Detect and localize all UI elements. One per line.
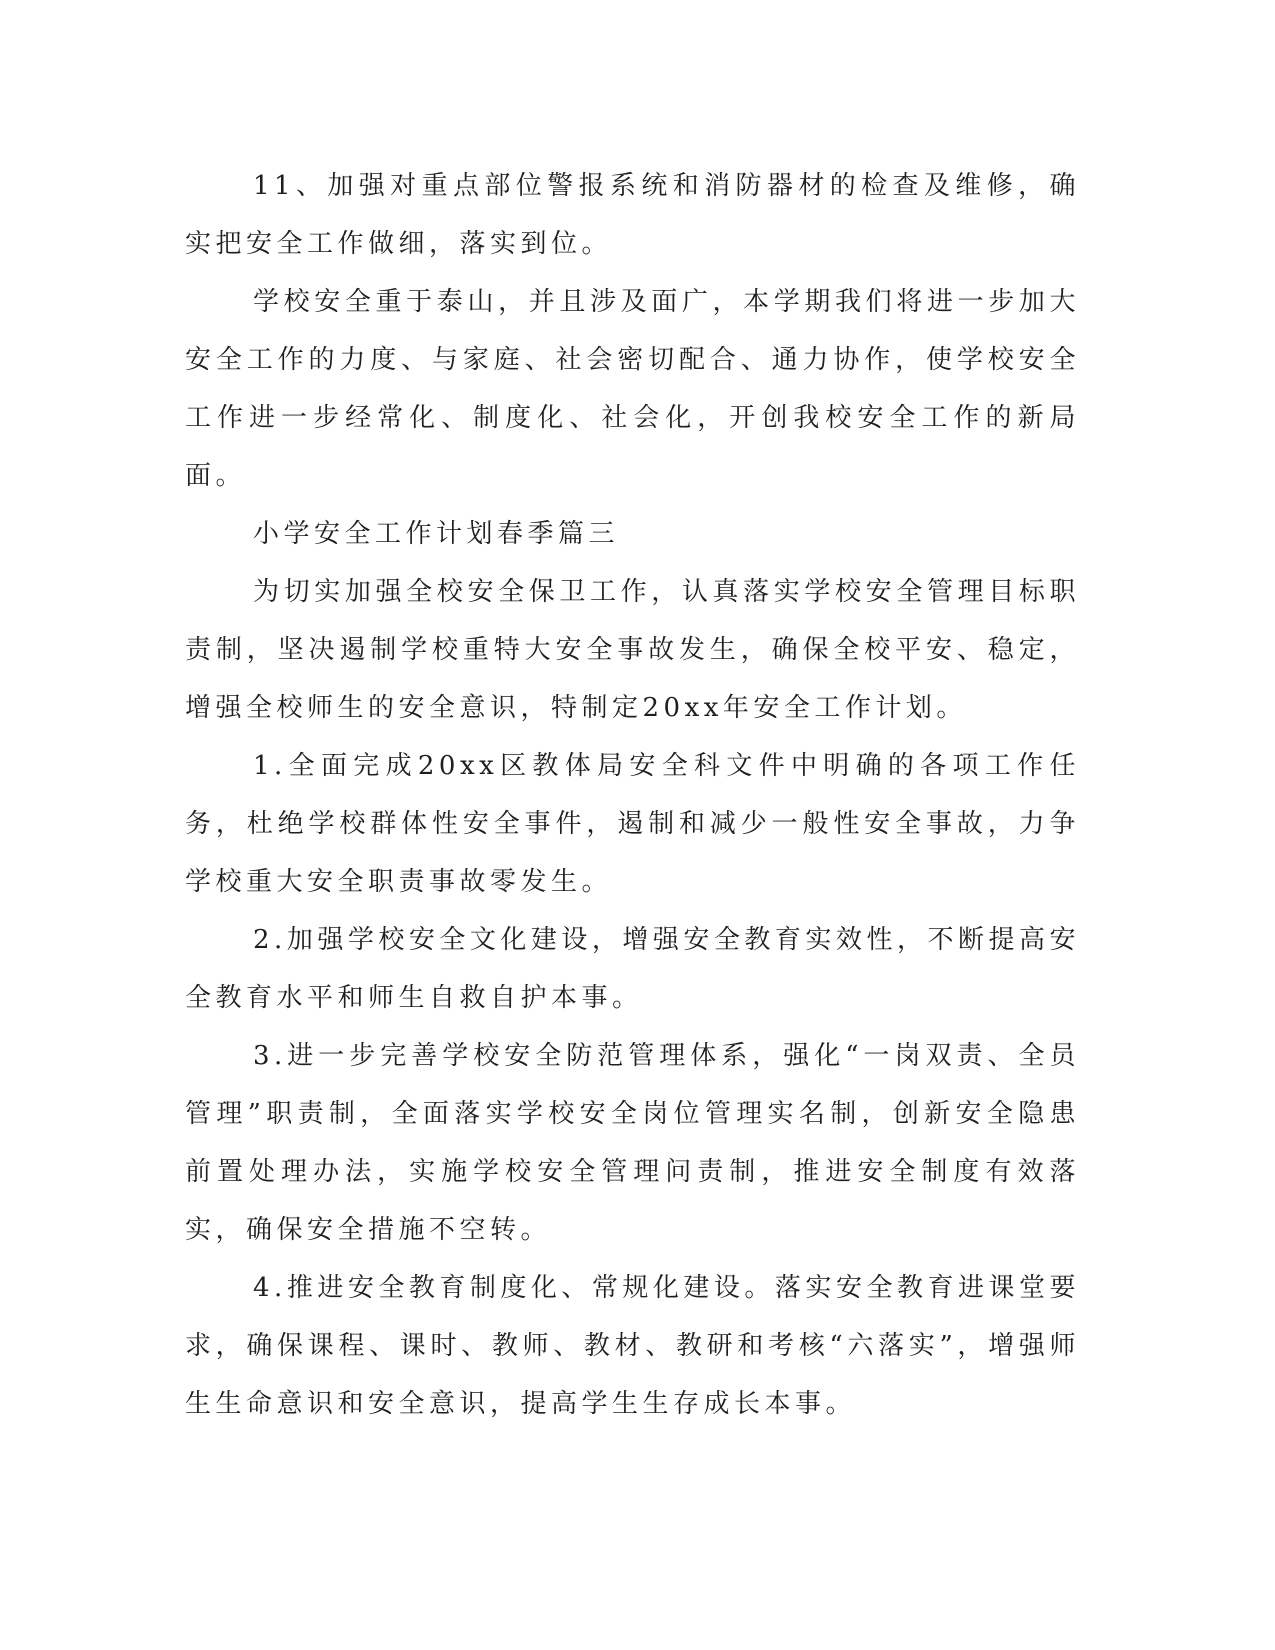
paragraph-item-2: 2.加强学校安全文化建设，增强安全教育实效性，不断提高安全教育水平和师生自救自护本事。 <box>185 925 1080 1013</box>
paragraph-summary: 学校安全重于泰山，并且涉及面广，本学期我们将进一步加大安全工作的力度、与家庭、社会密切配合、通力协作，使学校安全工作进一步经常化、制度化、社会化，开创我校安全工作的新局面。 <box>185 287 1080 491</box>
paragraph-intro: 为切实加强全校安全保卫工作，认真落实学校安全管理目标职责制，坚决遏制学校重特大安全事故发生，确保全校平安、稳定，增强全校师生的安全意识，特制定20xx年安全工作计划。 <box>185 577 1080 723</box>
document-body <box>185 157 1080 1433</box>
paragraph-item-1: 1.全面完成20xx区教体局安全科文件中明确的各项工作任务，杜绝学校群体性安全事件，遏制和减少一般性安全事故，力争学校重大安全职责事故零发生。 <box>185 751 1080 897</box>
paragraph-item-3: 3.进一步完善学校安全防范管理体系，强化“一岗双责、全员管理”职责制，全面落实学校安全岗位管理实名制，创新安全隐患前置处理办法，实施学校安全管理问责制，推进安全制度有效落实，确保安全措施不空转。 <box>185 1041 1080 1245</box>
section-heading: 小学安全工作计划春季篇三 <box>253 519 620 549</box>
paragraph-item-11: 11、加强对重点部位警报系统和消防器材的检查及维修，确实把安全工作做细，落实到位。 <box>185 171 1080 259</box>
paragraph-item-4: 4.推进安全教育制度化、常规化建设。落实安全教育进课堂要求，确保课程、课时、教师、教材、教研和考核“六落实”，增强师生生命意识和安全意识，提高学生生存成长本事。 <box>185 1273 1080 1419</box>
